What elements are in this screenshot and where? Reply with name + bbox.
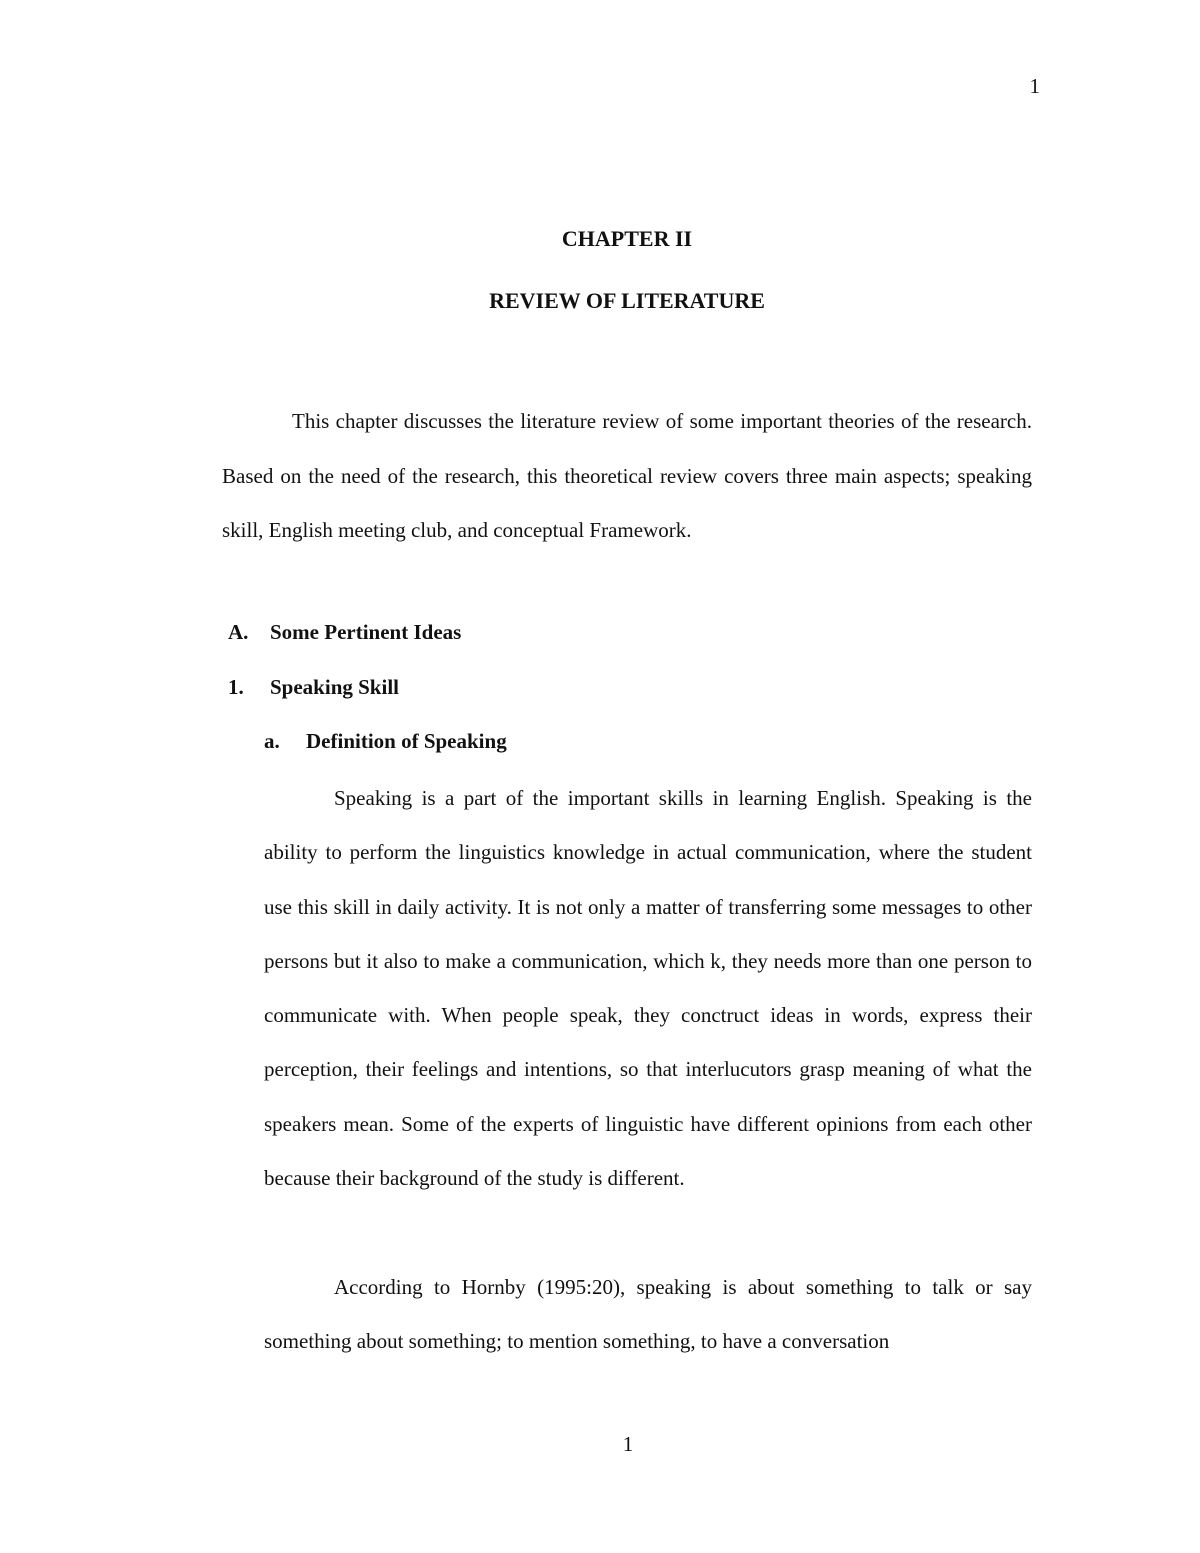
chapter-title: CHAPTER II	[561, 226, 693, 251]
section-marker: 1.	[228, 675, 244, 699]
section-title: Some Pertinent Ideas	[270, 620, 462, 644]
intro-paragraph: This chapter discusses the literature review of some important theories of the research. Based on the need of the research, this theoretical review covers three main aspects; speaking skill, English meeting club, and conceptual Framework.	[222, 409, 1032, 543]
section-title: Speaking Skill	[270, 675, 399, 699]
body-paragraph-hornby: According to Hornby (1995:20), speaking is about something to talk or say something about something; to mention something, to have a conversation	[264, 1275, 1032, 1354]
page-number-footer: 1	[622, 1432, 634, 1456]
chapter-subtitle: REVIEW OF LITERATURE	[489, 288, 765, 313]
section-heading-a	[228, 620, 461, 645]
section-marker: A.	[228, 620, 249, 644]
subsection-title: Definition of Speaking	[306, 729, 507, 753]
subsection-heading-a	[264, 729, 507, 754]
page-number-header: 1	[1029, 74, 1040, 98]
body-paragraph-definition: Speaking is a part of the important skills in learning English. Speaking is the ability to perform the linguistics knowledge in actual communication, where the student use this skill in daily activity. It is not only a matter of transferring some messages to other persons but it also to make a communication, which k, they needs more than one person to communicate with. When people speak, they conctruct ideas in words, express their perception, their feelings and intentions, so that interlucutors grasp meaning of what the speakers mean. Some of the experts of linguistic have different opinions from each other because their background of the study is different.	[264, 786, 1032, 1191]
section-heading-1	[228, 675, 399, 700]
subsection-marker: a.	[264, 729, 280, 753]
